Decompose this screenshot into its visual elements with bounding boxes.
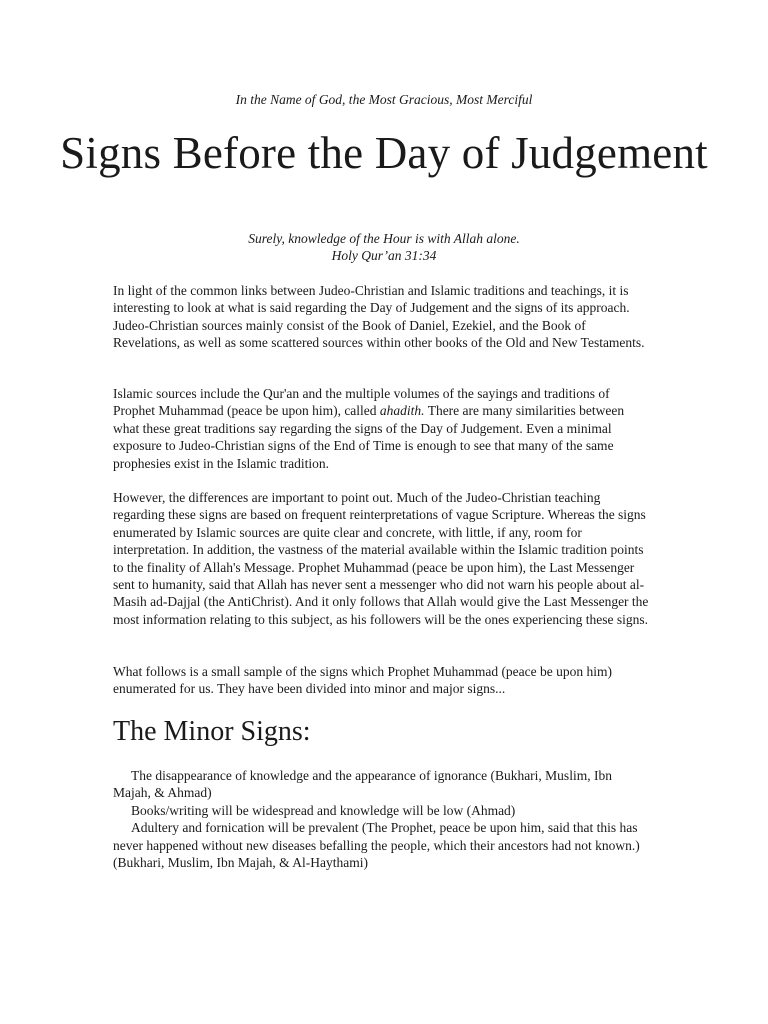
basmala-line: In the Name of God, the Most Gracious, Most Merciful	[235, 92, 533, 107]
minor-signs-list	[113, 767, 653, 871]
section-heading-minor-signs: The Minor Signs:	[113, 716, 311, 747]
paragraph-islamic-sources	[113, 385, 653, 472]
epigraph-citation: Holy Qur’an 31:34	[331, 248, 437, 263]
epigraph	[0, 230, 768, 264]
document-title: Signs Before the Day of Judgement	[60, 128, 708, 178]
paragraph-differences: However, the differences are important to point out. Much of the Judeo-Christian teaching regarding these signs are based on frequent reinterpretations of vague Scripture. Whereas the signs enumerated by Islamic sources are quite clear and concrete, with little, if any, room for interpretation. In addition, the vastness of the material available within the Islamic tradition points to the finality of Allah's Message. Prophet Muhammad (peace be upon him), the Last Messenger sent to humanity, said that Allah has never sent a messenger who did not warn his people about al-Masih ad-Dajjal (the AntiChrist). And it only follows that Allah would give the Last Messenger the most information relating to this subject, as his followers will be the ones experiencing these signs.	[113, 490, 649, 627]
paragraph-intro: In light of the common links between Judeo-Christian and Islamic traditions and teachings, it is interesting to look at what is said regarding the Day of Judgement and the signs of its approach. Judeo-Christian sources mainly consist of the Book of Daniel, Ezekiel, and the Book of Revelations, as well as some scattered sources within other books of the Old and New Testaments.	[113, 283, 645, 351]
epigraph-quote: Surely, knowledge of the Hour is with Allah alone.	[248, 231, 520, 246]
list-item: The disappearance of knowledge and the appearance of ignorance (Bukhari, Muslim, Ibn Majah, & Ahmad)	[113, 768, 612, 801]
paragraph-islamic-sources-text-start: Islamic sources include the Qur'an and the multiple volumes of the sayings and traditions of Prophet Muhammad (peace be upon him), called	[113, 386, 610, 419]
paragraph-islamic-sources-text-end: There are many similarities between what these great traditions say regarding the signs of the Day of Judgement. Even a minimal exposure to Judeo-Christian signs of the End of Time is enough to see that many of the same prophesies exist in the Islamic tradition.	[113, 403, 625, 471]
ahadith-term: ahadith.	[379, 403, 425, 419]
paragraph-sample-intro: What follows is a small sample of the signs which Prophet Muhammad (peace be upon him) enumerated for us. They have been divided into minor and major signs...	[113, 664, 613, 697]
list-item: Adultery and fornication will be prevalent (The Prophet, peace be upon him, said that this has never happened without new diseases befalling the people, which their ancestors had not known.) (Bukhari, Muslim, Ibn Majah, & Al-Haythami)	[113, 820, 640, 871]
list-item: Books/writing will be widespread and knowledge will be low (Ahmad)	[131, 802, 516, 818]
